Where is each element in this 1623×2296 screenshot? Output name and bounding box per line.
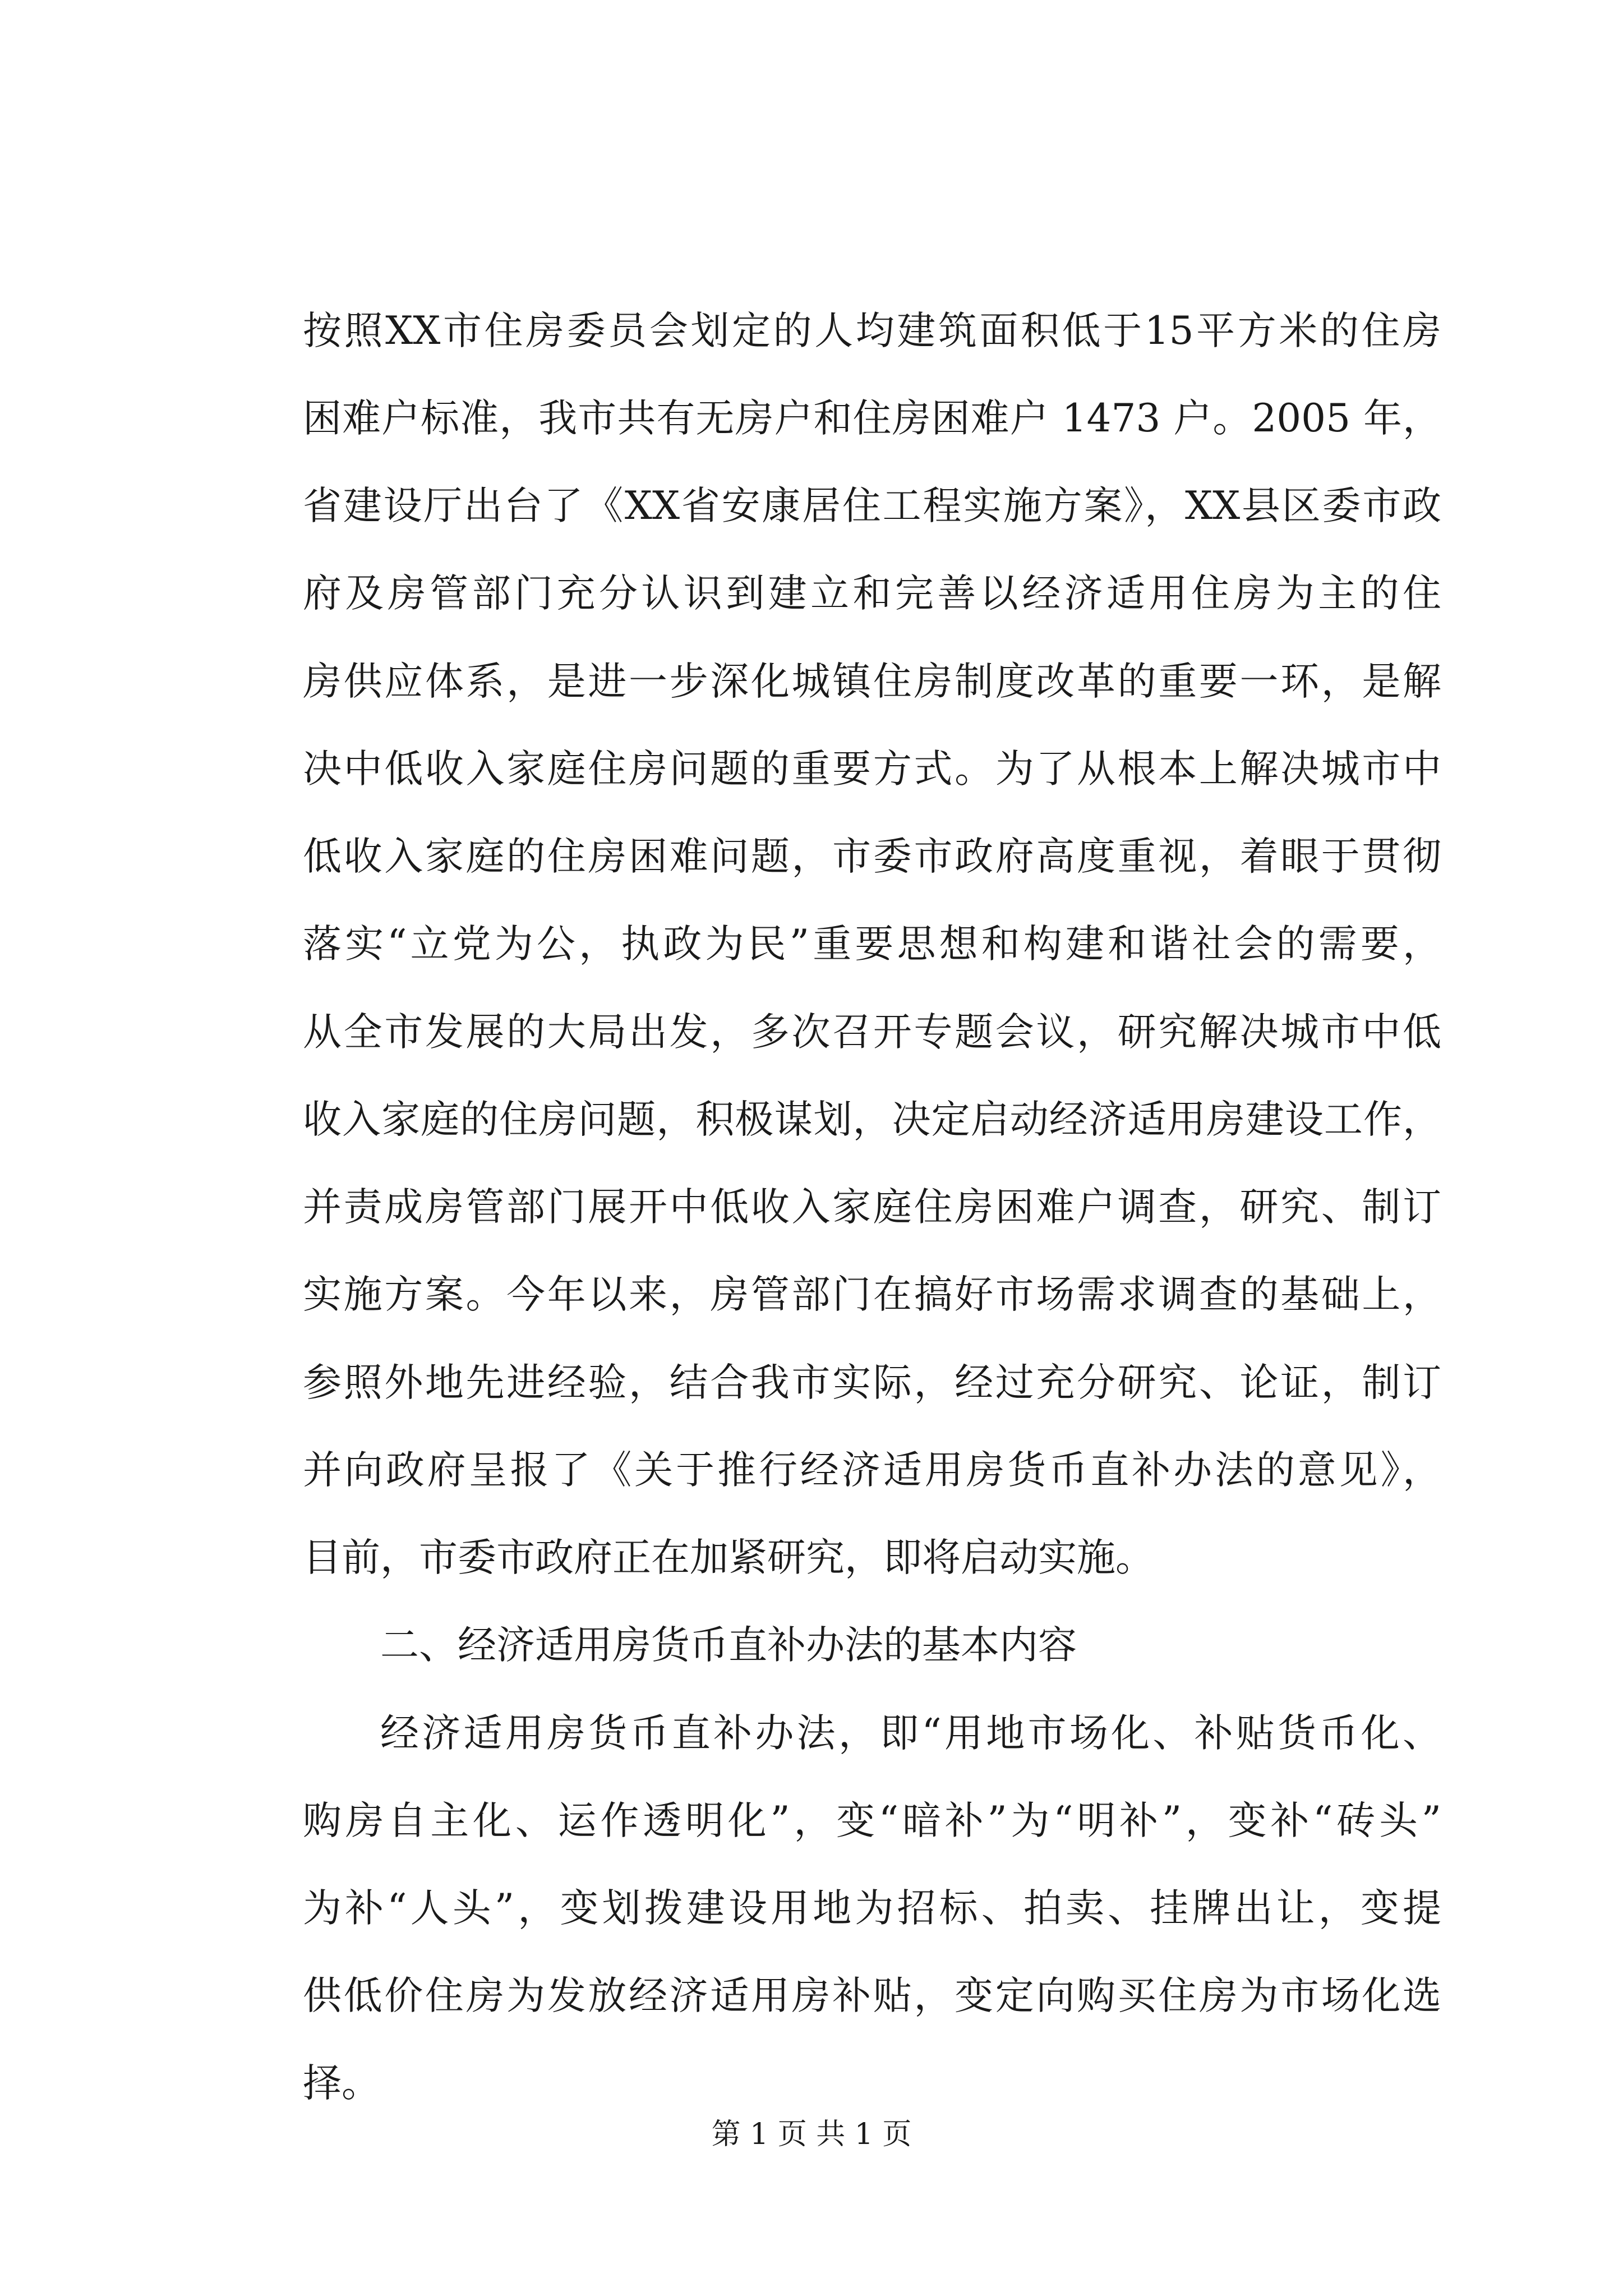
paragraph-line: 购房自主化、运作透明化”，变“暗补”为“明补”，变补“砖头” [303, 1798, 1441, 1843]
paragraph-line: 并责成房管部门展开中低收入家庭住房困难户调查，研究、制订 [303, 1185, 1441, 1230]
paragraph-line: 府及房管部门充分认识到建立和完善以经济适用住房为主的住 [303, 571, 1441, 616]
paragraph-line: 按照XX市住房委员会划定的人均建筑面积低于15平方米的住房 [303, 309, 1441, 353]
section-heading: 二、经济适用房货币直补办法的基本内容 [380, 1623, 1077, 1668]
paragraph-line: 择。 [303, 2061, 380, 2106]
paragraph-line: 省建设厅出台了《XX省安康居住工程实施方案》，XX县区委市政 [303, 484, 1441, 528]
page-number-label: 第 1 页 共 1 页 [711, 2118, 912, 2151]
paragraph-line: 从全市发展的大局出发，多次召开专题会议，研究解决城市中低 [303, 1010, 1441, 1055]
paragraph-line: 房供应体系，是进一步深化城镇住房制度改革的重要一环，是解 [303, 659, 1441, 704]
paragraph-line: 实施方案。今年以来，房管部门在搞好市场需求调查的基础上， [303, 1272, 1441, 1317]
paragraph-line: 目前，市委市政府正在加紧研究，即将启动实施。 [303, 1535, 1154, 1580]
paragraph-line: 并向政府呈报了《关于推行经济适用房货币直补办法的意见》， [303, 1448, 1441, 1493]
paragraph-line: 为补“人头”，变划拨建设用地为招标、拍卖、挂牌出让，变提 [303, 1886, 1441, 1931]
paragraph-line: 供低价住房为发放经济适用房补贴，变定向购买住房为市场化选 [303, 1973, 1441, 2018]
paragraph-line: 落实“立党为公，执政为民”重要思想和构建和谐社会的需要， [303, 922, 1441, 967]
paragraph-line: 收入家庭的住房问题，积极谋划，决定启动经济适用房建设工作， [303, 1097, 1441, 1142]
paragraph-line: 经济适用房货币直补办法，即“用地市场化、补贴货币化、 [380, 1711, 1441, 1756]
paragraph-line: 决中低收入家庭住房问题的重要方式。为了从根本上解决城市中 [303, 747, 1441, 792]
page-footer [0, 2115, 1623, 2154]
paragraph-line: 参照外地先进经验，结合我市实际，经过充分研究、论证，制订 [303, 1360, 1441, 1405]
paragraph-line: 低收入家庭的住房困难问题，市委市政府高度重视，着眼于贯彻 [303, 834, 1441, 879]
paragraph-line: 困难户标准，我市共有无房户和住房困难户 1473 户。2005 年， [303, 396, 1441, 441]
